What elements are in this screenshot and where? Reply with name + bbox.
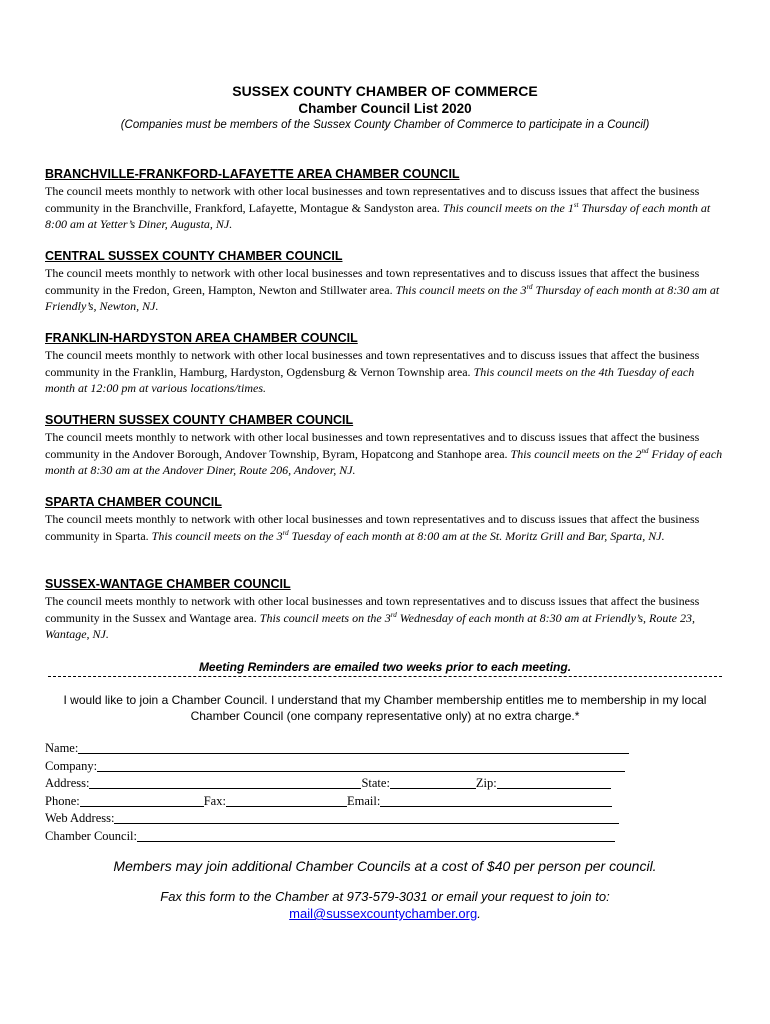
- meeting-ordinal: nd: [641, 446, 649, 455]
- council-description: [45, 511, 725, 544]
- council-text: The council meets monthly to network with other local businesses and town representatives and to discuss issues that affect the business community in Sparta.: [45, 512, 700, 543]
- web-label: Web Address:: [45, 811, 115, 825]
- council-text: The council meets monthly to network with other local businesses and town representatives and to discuss issues that affect the business community in the Branchville, Frankford, Lafayette, Montague & Sandyston area.: [45, 184, 700, 215]
- meeting-text: Thursday of each month at 8:30 am at Friendly’s, Newton, NJ.: [45, 282, 720, 313]
- cut-line-divider: [48, 676, 722, 677]
- meeting-ordinal: rd: [526, 282, 533, 291]
- email-suffix: .: [477, 906, 481, 921]
- form-row-company: [45, 758, 645, 776]
- web-address-field[interactable]: [114, 810, 619, 824]
- form-row-address: [45, 775, 645, 793]
- zip-field[interactable]: [497, 775, 611, 789]
- council-description: [45, 429, 725, 479]
- state-label: State:: [361, 776, 390, 790]
- fax-instructions: [0, 888, 770, 922]
- phone-field[interactable]: [80, 793, 204, 807]
- additional-council-cost: Members may join additional Chamber Councils at a cost of $40 per person per council.: [113, 858, 657, 874]
- council-sussex-wantage: [45, 576, 725, 643]
- email-label: Email:: [346, 793, 381, 808]
- council-heading: CENTRAL SUSSEX COUNTY CHAMBER COUNCIL: [45, 249, 343, 263]
- zip-label: Zip:: [475, 776, 497, 790]
- council-text: The council meets monthly to network with other local businesses and town representatives and to discuss issues that affect the business community in the Sussex and Wantage area.: [45, 594, 700, 625]
- phone-label: Phone:: [45, 793, 80, 808]
- meeting-text: Wednesday of each month at 8:30 am at Friendly’s, Route 23, Wantage, NJ.: [45, 610, 696, 641]
- council-central-sussex: [45, 248, 725, 315]
- council-heading: SPARTA CHAMBER COUNCIL: [45, 495, 222, 509]
- council-heading: SUSSEX-WANTAGE CHAMBER COUNCIL: [45, 577, 291, 591]
- meeting-reminder: Meeting Reminders are emailed two weeks prior to each meeting.: [198, 660, 572, 674]
- council-meeting: [152, 529, 665, 543]
- fax-line: Fax this form to the Chamber at 973-579-3031 or email your request to join to:: [160, 889, 610, 904]
- document-title: SUSSEX COUNTY CHAMBER OF COMMERCE: [232, 83, 538, 99]
- chamber-council-field[interactable]: [137, 828, 615, 842]
- address-field[interactable]: [89, 775, 361, 789]
- council-southern-sussex: [45, 412, 725, 479]
- council-description: [45, 265, 725, 315]
- council-text: The council meets monthly to network with other local businesses and town representatives and to discuss issues that affect the business community in the Fredon, Green, Hampton, Newton and Stillwater area.: [45, 266, 700, 297]
- fax-field[interactable]: [226, 793, 347, 807]
- address-label: Address:: [45, 776, 90, 790]
- signup-form: [45, 740, 645, 845]
- council-heading: BRANCHVILLE-FRANKFORD-LAFAYETTE AREA CHAMBER COUNCIL: [45, 167, 460, 181]
- meeting-text: This council meets on the 3: [259, 610, 391, 625]
- email-field[interactable]: [380, 793, 612, 807]
- council-sparta: [45, 494, 725, 544]
- meeting-ordinal: rd: [390, 610, 397, 619]
- company-label: Company:: [45, 758, 98, 773]
- council-label: Chamber Council:: [45, 828, 137, 843]
- name-field[interactable]: [78, 740, 629, 754]
- join-statement: I would like to join a Chamber Council. I understand that my Chamber membership entitles me to membership in my local Chamber Council (one company representative only) at no extra charge.*: [63, 693, 707, 723]
- meeting-text: This council meets on the 3: [395, 282, 527, 297]
- name-label: Name:: [45, 741, 79, 755]
- council-heading: SOUTHERN SUSSEX COUNTY CHAMBER COUNCIL: [45, 413, 354, 427]
- email-line: [0, 905, 770, 922]
- council-description: [45, 183, 725, 233]
- council-text: The council meets monthly to network with other local businesses and town representatives and to discuss issues that affect the business community in the Andover Borough, Andover Township, Byram, Hopatcong and Stanhope area.: [45, 430, 700, 461]
- council-branchville: [45, 166, 725, 233]
- document-subtitle: Chamber Council List 2020: [298, 101, 472, 116]
- meeting-text: Friday of each month at 8:30 am at the Andover Diner, Route 206, Andover, NJ.: [45, 446, 723, 477]
- meeting-text: This council meets on the 1: [442, 200, 574, 215]
- form-row-phone: [45, 793, 645, 811]
- form-row-council: [45, 828, 645, 846]
- meeting-text: Thursday of each month at 8:00 am at Yetter’s Diner, Augusta, NJ.: [45, 200, 711, 231]
- email-link[interactable]: mail@sussexcountychamber.org: [289, 906, 478, 921]
- council-description: [45, 347, 725, 397]
- meeting-ordinal: st: [573, 200, 579, 209]
- meeting-ordinal: rd: [282, 528, 289, 537]
- council-franklin-hardyston: [45, 330, 725, 397]
- council-text: The council meets monthly to network with other local businesses and town representatives and to discuss issues that affect the business community in the Franklin, Hamburg, Hardyston, Ogdensburg & Vernon Township area.: [45, 348, 700, 379]
- council-description: [45, 593, 725, 643]
- meeting-text: Tuesday of each month at 8:00 am at the St. Moritz Grill and Bar, Sparta, NJ.: [288, 528, 665, 543]
- form-row-web: [45, 810, 645, 828]
- council-heading: FRANKLIN-HARDYSTON AREA CHAMBER COUNCIL: [45, 331, 358, 345]
- state-field[interactable]: [390, 775, 476, 789]
- fax-label: Fax:: [203, 793, 226, 808]
- meeting-text: This council meets on the 2: [510, 446, 642, 461]
- meeting-text: This council meets on the 4th Tuesday of each month at 12:00 pm at various locations/times.: [45, 364, 695, 395]
- membership-note: (Companies must be members of the Sussex County Chamber of Commerce to participate in a Council): [120, 119, 650, 131]
- company-field[interactable]: [97, 758, 625, 772]
- meeting-text: This council meets on the 3: [151, 528, 283, 543]
- form-row-name: [45, 740, 645, 758]
